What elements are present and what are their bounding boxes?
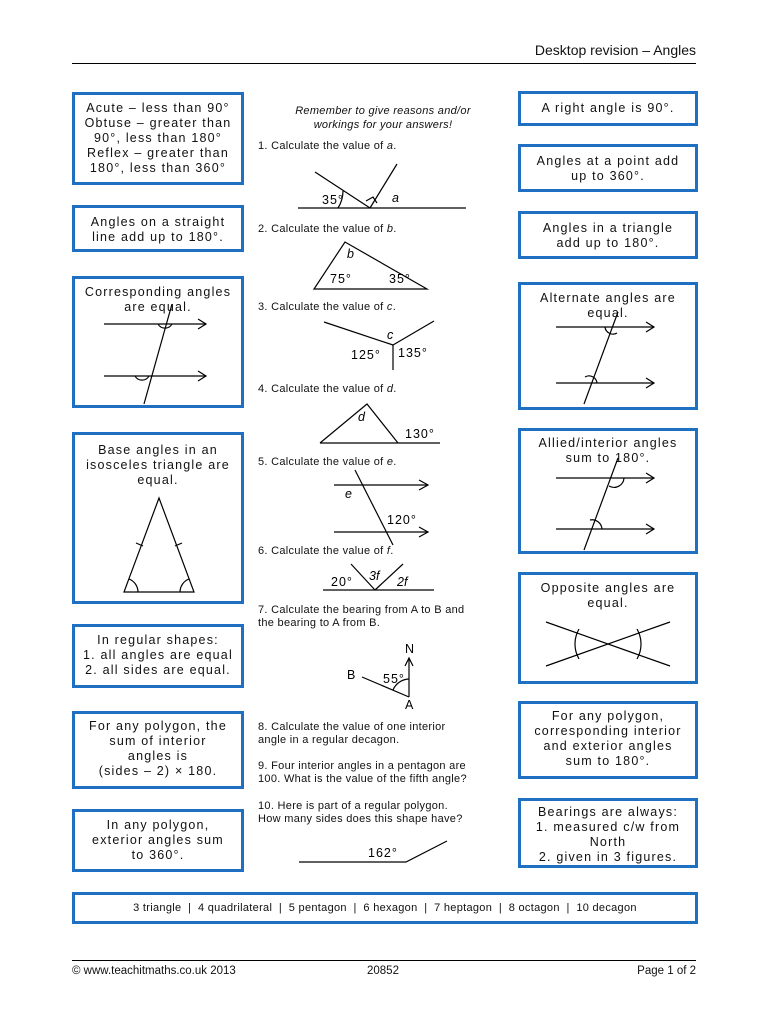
footer-copyright: © www.teachitmaths.co.uk 2013 [72,965,236,977]
question-3 [258,301,396,314]
box-line: 180°, less than 360° [89,161,227,175]
box-line: Allied/interior angles [538,436,678,450]
footer-page: Page 1 of 2 [637,965,696,977]
question-line: How many sides does this shape have? [258,813,463,825]
q7-angle-label: 55° [383,672,405,686]
question-1 [258,140,397,153]
question-5 [258,456,397,469]
question-variable: c [386,301,393,313]
question-4 [258,383,397,396]
angle-types-box [72,92,244,185]
question-line: 9. Four interior angles in a pentagon are [258,760,466,772]
question-variable: a [386,140,394,152]
box-line: 2. all sides are equal. [85,663,231,677]
polygon-names-text: 3 triangle | 4 quadrilateral | 5 pentagon | 6 hexagon | 7 heptagon | 8 octagon | 10 decagon [133,902,637,914]
header-rule [72,63,696,64]
box-line: North [589,835,627,849]
question-9 [258,760,467,786]
box-line: sum to 180°. [565,754,651,768]
box-line: Acute – less than 90° [86,101,230,115]
box-line: Obtuse – greater than [84,116,232,130]
box-line: and exterior angles [543,739,673,753]
box-line: (sides – 2) × 180. [98,764,218,778]
question-variable: b [386,223,394,235]
box-line: are equal. [124,300,192,314]
q7-north-label: N [405,642,415,656]
allied-box [518,428,698,554]
question-end: . [393,140,397,152]
regular-shapes-box [72,624,244,688]
box-line: 2. given in 3 figures. [538,850,678,864]
box-line: line add up to 180°. [92,230,224,244]
box-line: add up to 180°. [556,236,660,250]
q3-right-angle: 135° [398,346,428,360]
q2-left-angle: 75° [330,272,352,286]
box-line: equal. [587,596,629,610]
triangle-box [518,211,698,259]
question-end: . [393,456,397,468]
opposite-diagram [518,572,698,684]
box-line: Angles at a point add [536,154,680,168]
alternate-diagram [518,282,698,410]
box-line: sum to 180°. [565,451,651,465]
q4-angle-label: 130° [405,427,435,441]
question-end: . [393,223,397,235]
box-line: Opposite angles are [540,581,676,595]
question-text: 2. Calculate the value of [258,223,387,235]
corresponding-box [72,276,244,408]
question-line: angle in a regular decagon. [258,734,400,746]
box-line: Alternate angles are [540,291,676,305]
q5-angle-label: 120° [387,513,417,527]
box-line: Bearings are always: [537,805,679,819]
question-text: 4. Calculate the value of [258,383,387,395]
isosceles-diagram [72,432,244,604]
polygon-names-bar [72,892,698,924]
q2-right-angle: 35° [389,272,411,286]
box-line: 1. measured c/w from [535,820,681,834]
polygon-int-ext-box [518,701,698,779]
question-10 [258,800,463,826]
question-variable: e [386,456,394,468]
box-line: 1. all angles are equal [83,648,233,662]
question-text: 3. Calculate the value of [258,301,387,313]
question-line: 8. Calculate the value of one interior [258,721,446,733]
question-line: 100. What is the value of the fifth angle? [258,773,467,785]
page-title: Desktop revision – Angles [534,42,696,58]
straight-line-box [72,205,244,252]
box-line: corresponding interior [534,724,682,738]
question-2 [258,223,397,236]
footer-code: 20852 [367,965,399,977]
footer-rule [72,960,696,961]
box-line: angles is [127,749,189,763]
polygon-interior-box [72,711,244,789]
corresponding-diagram [72,276,244,408]
box-line: equal. [137,473,179,487]
q6-left-angle: 20° [331,575,353,589]
question-7 [258,604,464,630]
q1-variable-label: a [392,191,399,205]
box-line: equal. [587,306,629,320]
question-8 [258,721,446,747]
question-end: . [390,545,394,557]
box-line: Base angles in an [98,443,218,457]
box-line: A right angle is 90°. [541,101,675,115]
box-line: up to 360°. [571,169,645,183]
box-line: sum of interior [109,734,207,748]
q7-b-label: B [347,668,356,682]
reminder-line: workings for your answers! [313,119,453,131]
question-6 [258,545,394,558]
q3-variable-label: c [387,328,394,342]
box-line: 90°, less than 180° [93,131,222,145]
box-line: In regular shapes: [97,633,219,647]
alternate-box [518,282,698,410]
question-variable: f [386,545,391,557]
question-text: 5. Calculate the value of [258,456,387,468]
box-line: Angles on a straight [90,215,226,229]
question-line: the bearing to A from B. [258,617,381,629]
question-text: 6. Calculate the value of [258,545,387,557]
q5-variable-label: e [345,487,352,501]
question-variable: d [386,383,394,395]
q2-variable-label: b [347,247,354,261]
reminder-text [258,104,508,132]
opposite-box [518,572,698,684]
question-text: 1. Calculate the value of [258,140,387,152]
question-end: . [392,301,397,313]
box-line: Corresponding angles [84,285,232,299]
isosceles-box [72,432,244,604]
box-line: to 360°. [131,848,185,862]
box-line: In any polygon, [106,818,210,832]
question-line: 7. Calculate the bearing from A to B and [258,604,465,616]
question-line: 10. Here is part of a regular polygon. [258,800,448,812]
q10-angle-label: 162° [368,846,398,860]
question-end: . [393,383,397,395]
q3-left-angle: 125° [351,348,381,362]
q1-angle-label: 35° [322,193,344,207]
polygon-exterior-box [72,809,244,872]
q6-mid-angle: 3f [369,569,380,583]
box-line: For any polygon, [551,709,665,723]
q7-a-label: A [405,698,414,712]
point-box [518,144,698,192]
box-line: isosceles triangle are [86,458,230,472]
reminder-line: Remember to give reasons and/or [295,105,471,117]
box-line: Angles in a triangle [542,221,674,235]
right-angle-box [518,91,698,126]
box-line: exterior angles sum [92,833,224,847]
bearings-box [518,798,698,868]
box-line: For any polygon, the [89,719,227,733]
q4-variable-label: d [358,410,365,424]
q6-right-angle: 2f [397,575,408,589]
box-line: Reflex – greater than [87,146,229,160]
allied-diagram [518,428,698,554]
